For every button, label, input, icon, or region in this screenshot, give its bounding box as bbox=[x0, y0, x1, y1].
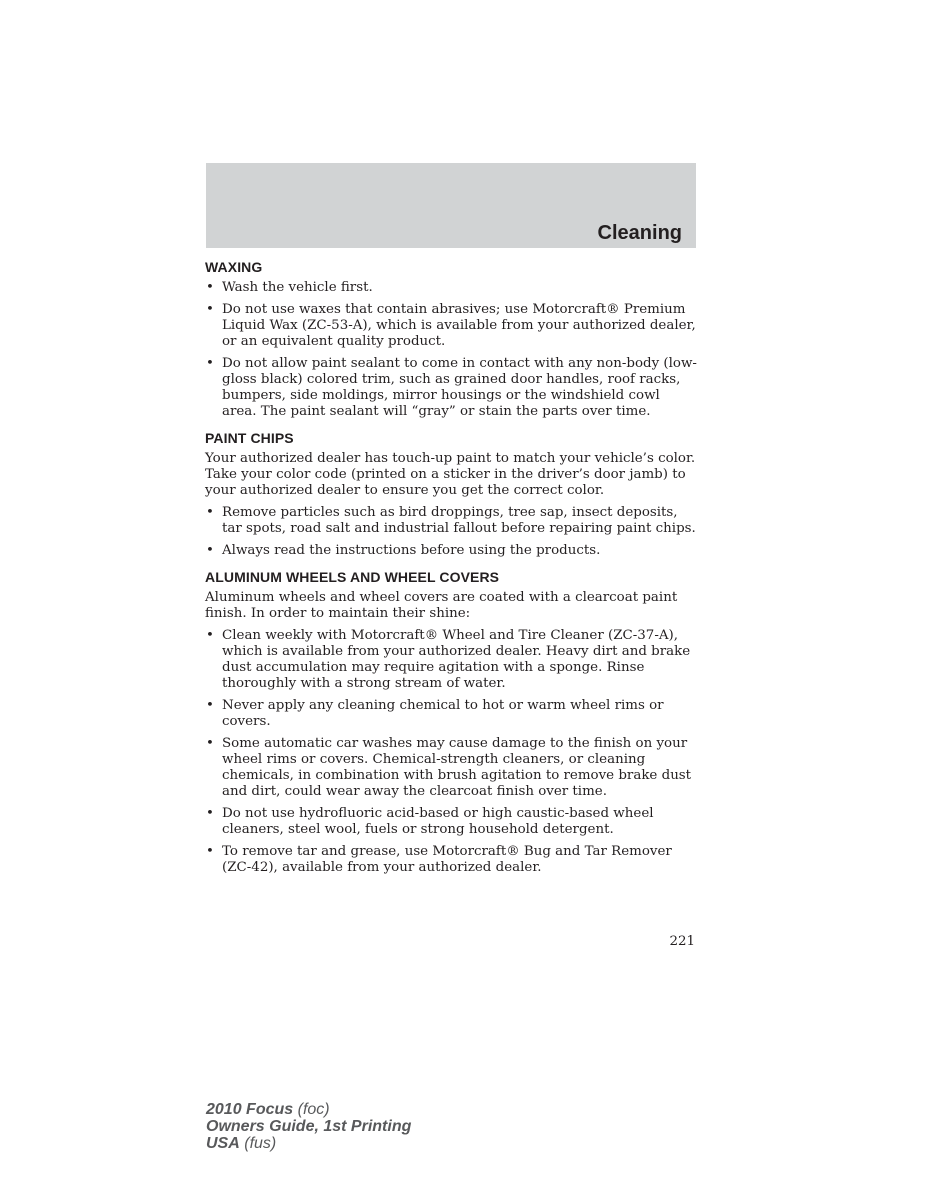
list-item: • Do not allow paint sealant to come in contact with any non-body (low-gloss black) colored trim, such as grained door handles, roof racks, bumpers, side moldings, mirror housings or the windshield cowl area. The paint sealant will “gray” or stain the parts over time. bbox=[206, 356, 697, 419]
bullet-icon: • bbox=[206, 844, 214, 859]
section-title: Cleaning bbox=[597, 222, 682, 244]
bullet-icon: • bbox=[206, 736, 214, 751]
list-item: • Never apply any cleaning chemical to hot or warm wheel rims or covers. bbox=[206, 698, 664, 729]
list-item: • Some automatic car washes may cause damage to the finish on your wheel rims or covers. Chemical-strength cleaners, or cleaning chemicals, in combination with brush agitation to remove brake dust and dirt, could wear away the clearcoat finish over time. bbox=[206, 736, 692, 799]
paint-chips-intro: Your authorized dealer has touch-up paint to match your vehicle’s color. Take your color code (printed on a sticker in the driver’s door jamb) to your authorized dealer to ensure you get the correct color. bbox=[205, 451, 696, 498]
bullet-icon: • bbox=[206, 806, 214, 821]
footer-line-3: USA (fus) bbox=[206, 1135, 277, 1152]
paint-chips-bullet-list bbox=[205, 505, 697, 559]
list-item: • Always read the instructions before using the products. bbox=[206, 543, 601, 558]
list-item: • Do not use waxes that contain abrasives; use Motorcraft® Premium Liquid Wax (ZC-53-A), which is available from your authorized dealer, or an equivalent quality product. bbox=[206, 302, 696, 349]
page-number: 221 bbox=[669, 934, 695, 949]
aluminum-wheels-bullet-list bbox=[205, 628, 697, 876]
waxing-heading: WAXING bbox=[205, 259, 263, 275]
paint-chips-heading: PAINT CHIPS bbox=[205, 430, 294, 446]
bullet-icon: • bbox=[206, 280, 214, 295]
bullet-icon: • bbox=[206, 505, 214, 520]
section-header-band bbox=[206, 163, 696, 248]
footer-line-1: 2010 Focus (foc) bbox=[206, 1101, 330, 1118]
list-item: • Wash the vehicle first. bbox=[206, 280, 373, 295]
list-item: • Do not use hydrofluoric acid-based or high caustic-based wheel cleaners, steel wool, fuels or strong household detergent. bbox=[206, 806, 654, 837]
print-footer bbox=[206, 1101, 411, 1152]
list-item: • Remove particles such as bird droppings, tree sap, insect deposits, tar spots, road salt and industrial fallout before repairing paint chips. bbox=[206, 505, 696, 536]
bullet-icon: • bbox=[206, 698, 214, 713]
list-item: • Clean weekly with Motorcraft® Wheel and Tire Cleaner (ZC-37-A), which is available from your authorized dealer. Heavy dirt and brake dust accumulation may require agitation with a sponge. Rinse thoroughly with a strong stream of water. bbox=[206, 628, 691, 691]
aluminum-wheels-intro: Aluminum wheels and wheel covers are coated with a clearcoat paint finish. In order to maintain their shine: bbox=[205, 590, 678, 621]
bullet-icon: • bbox=[206, 356, 214, 371]
waxing-bullet-list bbox=[205, 280, 697, 420]
aluminum-wheels-heading: ALUMINUM WHEELS AND WHEEL COVERS bbox=[205, 569, 500, 585]
bullet-icon: • bbox=[206, 302, 214, 317]
bullet-icon: • bbox=[206, 628, 214, 643]
page-content bbox=[205, 259, 697, 882]
bullet-icon: • bbox=[206, 543, 214, 558]
footer-line-2: Owners Guide, 1st Printing bbox=[206, 1118, 412, 1135]
list-item: • To remove tar and grease, use Motorcraft® Bug and Tar Remover (ZC-42), available from your authorized dealer. bbox=[206, 844, 672, 875]
